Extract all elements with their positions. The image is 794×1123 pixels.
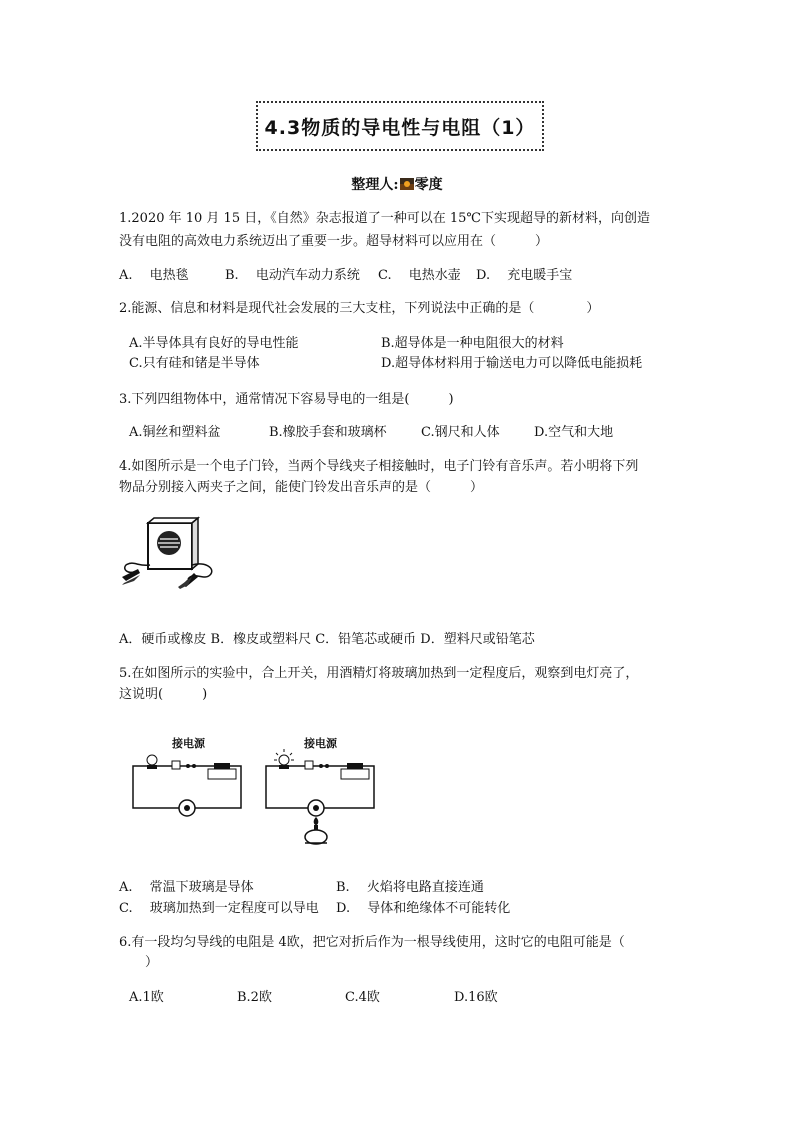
- q3-option-d: D.空气和大地: [534, 425, 614, 440]
- q1-option-d: D. 充电暖手宝: [476, 268, 573, 283]
- q2-option-b: B.超导体是一种电阻很大的材料: [381, 336, 564, 351]
- q2-options: [129, 332, 689, 372]
- q5-line2: 这说明( ): [119, 687, 208, 702]
- q6-line1: 6.有一段均匀导线的电阻是 4欧，把它对折后作为一根导线使用，这时它的电阻可能是（: [119, 935, 625, 950]
- q3-option-a: A.铜丝和塑料盆: [129, 425, 221, 440]
- q5-option-b: B. 火焰将电路直接连通: [336, 880, 484, 895]
- page-title: [256, 101, 544, 151]
- q6-option-c: C.4欧: [345, 990, 380, 1005]
- author-name: 零度: [414, 177, 443, 193]
- q6-options: [129, 986, 689, 1004]
- author-label: 整理人:: [351, 177, 399, 193]
- q3-option-b: B.橡胶手套和玻璃杯: [269, 425, 387, 440]
- q5-line1: 5.在如图所示的实验中，合上开关，用酒精灯将玻璃加热到一定程度后，观察到电灯亮了，: [119, 666, 639, 681]
- q3-line1: 3.下列四组物体中，通常情况下容易导电的一组是( ): [119, 392, 454, 407]
- q6-option-d: D.16欧: [454, 990, 498, 1005]
- author-line: [0, 174, 794, 194]
- q4-line1: 4.如图所示是一个电子门铃，当两个导线夹子相接触时，电子门铃有音乐声。若小明将下列: [119, 459, 639, 474]
- q5-options: [119, 876, 679, 916]
- q6-line2: ）: [119, 955, 159, 970]
- q1-line2: 没有电阻的高效电力系统迈出了重要一步。超导材料可以应用在（ ）: [119, 234, 549, 249]
- q1-option-b: B. 电动汽车动力系统: [225, 268, 360, 283]
- circuit-figure: [130, 733, 380, 848]
- q5-fig-label-left: 接电源: [172, 737, 205, 750]
- circuit-left: [133, 755, 241, 816]
- author-logo-icon: [400, 178, 414, 190]
- q2-option-d: D.超导体材料用于输送电力可以降低电能损耗: [381, 356, 643, 371]
- q5-fig-label-right: 接电源: [304, 737, 337, 750]
- q1-option-c: C. 电热水壶: [378, 268, 461, 283]
- q4-options: A．硬币或橡皮 B．橡皮或塑料尺 C．铅笔芯或硬币 D．塑料尺或铅笔芯: [119, 632, 535, 647]
- q5-option-a: A. 常温下玻璃是导体: [119, 880, 254, 895]
- q3-option-c: C.钢尺和人体: [421, 425, 500, 440]
- q3-options: [129, 421, 689, 439]
- doorbell-figure: [118, 515, 223, 590]
- q5-option-c: C. 玻璃加热到一定程度可以导电: [119, 901, 319, 916]
- q6-option-b: B.2欧: [237, 990, 272, 1005]
- q1-option-a: A. 电热毯: [119, 268, 189, 283]
- q2-option-c: C.只有硅和锗是半导体: [129, 356, 260, 371]
- q5-option-d: D. 导体和绝缘体不可能转化: [336, 901, 511, 916]
- q1-options: [119, 264, 679, 282]
- q2-option-a: A.半导体具有良好的导电性能: [129, 336, 299, 351]
- q2-line1: 2.能源、信息和材料是现代社会发展的三大支柱，下列说法中正确的是（ ）: [119, 301, 600, 316]
- title-text: 4.3物质的导电性与电阻（1）: [264, 116, 536, 139]
- q4-line2: 物品分别接入两夹子之间，能使门铃发出音乐声的是（ ）: [119, 480, 484, 495]
- q6-option-a: A.1欧: [129, 990, 164, 1005]
- q1-line1: 1.2020 年 10 月 15 日，《自然》杂志报道了一种可以在 15℃下实现超导的新材料，向创造: [119, 211, 650, 226]
- circuit-right: [266, 749, 374, 844]
